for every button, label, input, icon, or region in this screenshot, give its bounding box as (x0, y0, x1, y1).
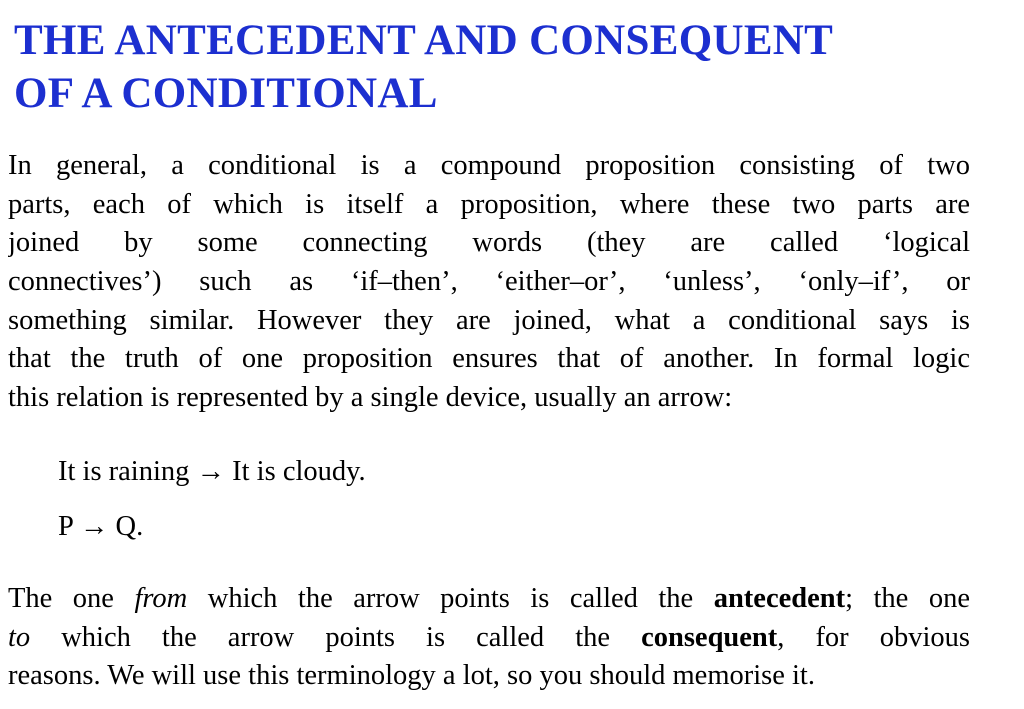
paragraph-line (8, 619, 970, 658)
text-run: which the arrow points is called the (30, 621, 642, 653)
emphasis-from: from (134, 583, 188, 614)
emphasis-to: to (8, 621, 31, 653)
text-run: , for obvious (777, 621, 970, 653)
example-sentence: It is raining → It is cloudy. (58, 456, 366, 487)
heading-line-1: THE ANTECEDENT AND CONSEQUENT (14, 17, 834, 64)
paragraph-line: In general, a conditional is a compound proposition consisting of two (8, 150, 970, 181)
example-formula: P → Q. (58, 511, 144, 542)
paragraph-line (8, 580, 970, 619)
text-run: which the arrow points is called the (187, 583, 714, 614)
term-antecedent: antecedent (713, 583, 846, 614)
paragraph-line: something similar. However they are joined, what a conditional says is (8, 304, 970, 336)
intro-paragraph (8, 147, 970, 418)
paragraph-line: parts, each of which is itself a proposition, where these two parts are (8, 188, 970, 220)
paragraph-line: joined by some connecting words (they are called ‘logical (8, 227, 970, 259)
paragraph-line: reasons. We will use this terminology a lot, so you should memorise it. (8, 660, 815, 692)
definition-paragraph (8, 580, 970, 696)
paragraph-line: connectives’) such as ‘if–then’, ‘either–or’, ‘unless’, ‘only–if’, or (8, 266, 970, 298)
heading-line-2: OF A CONDITIONAL (14, 70, 438, 117)
text-run: The one (8, 583, 135, 614)
term-consequent: consequent (641, 621, 778, 653)
paragraph-line: this relation is represented by a single device, usually an arrow: (8, 382, 733, 414)
section-heading (14, 14, 1004, 120)
text-run: ; the one (845, 583, 970, 614)
paragraph-line: that the truth of one proposition ensures that of another. In formal logic (8, 343, 970, 375)
